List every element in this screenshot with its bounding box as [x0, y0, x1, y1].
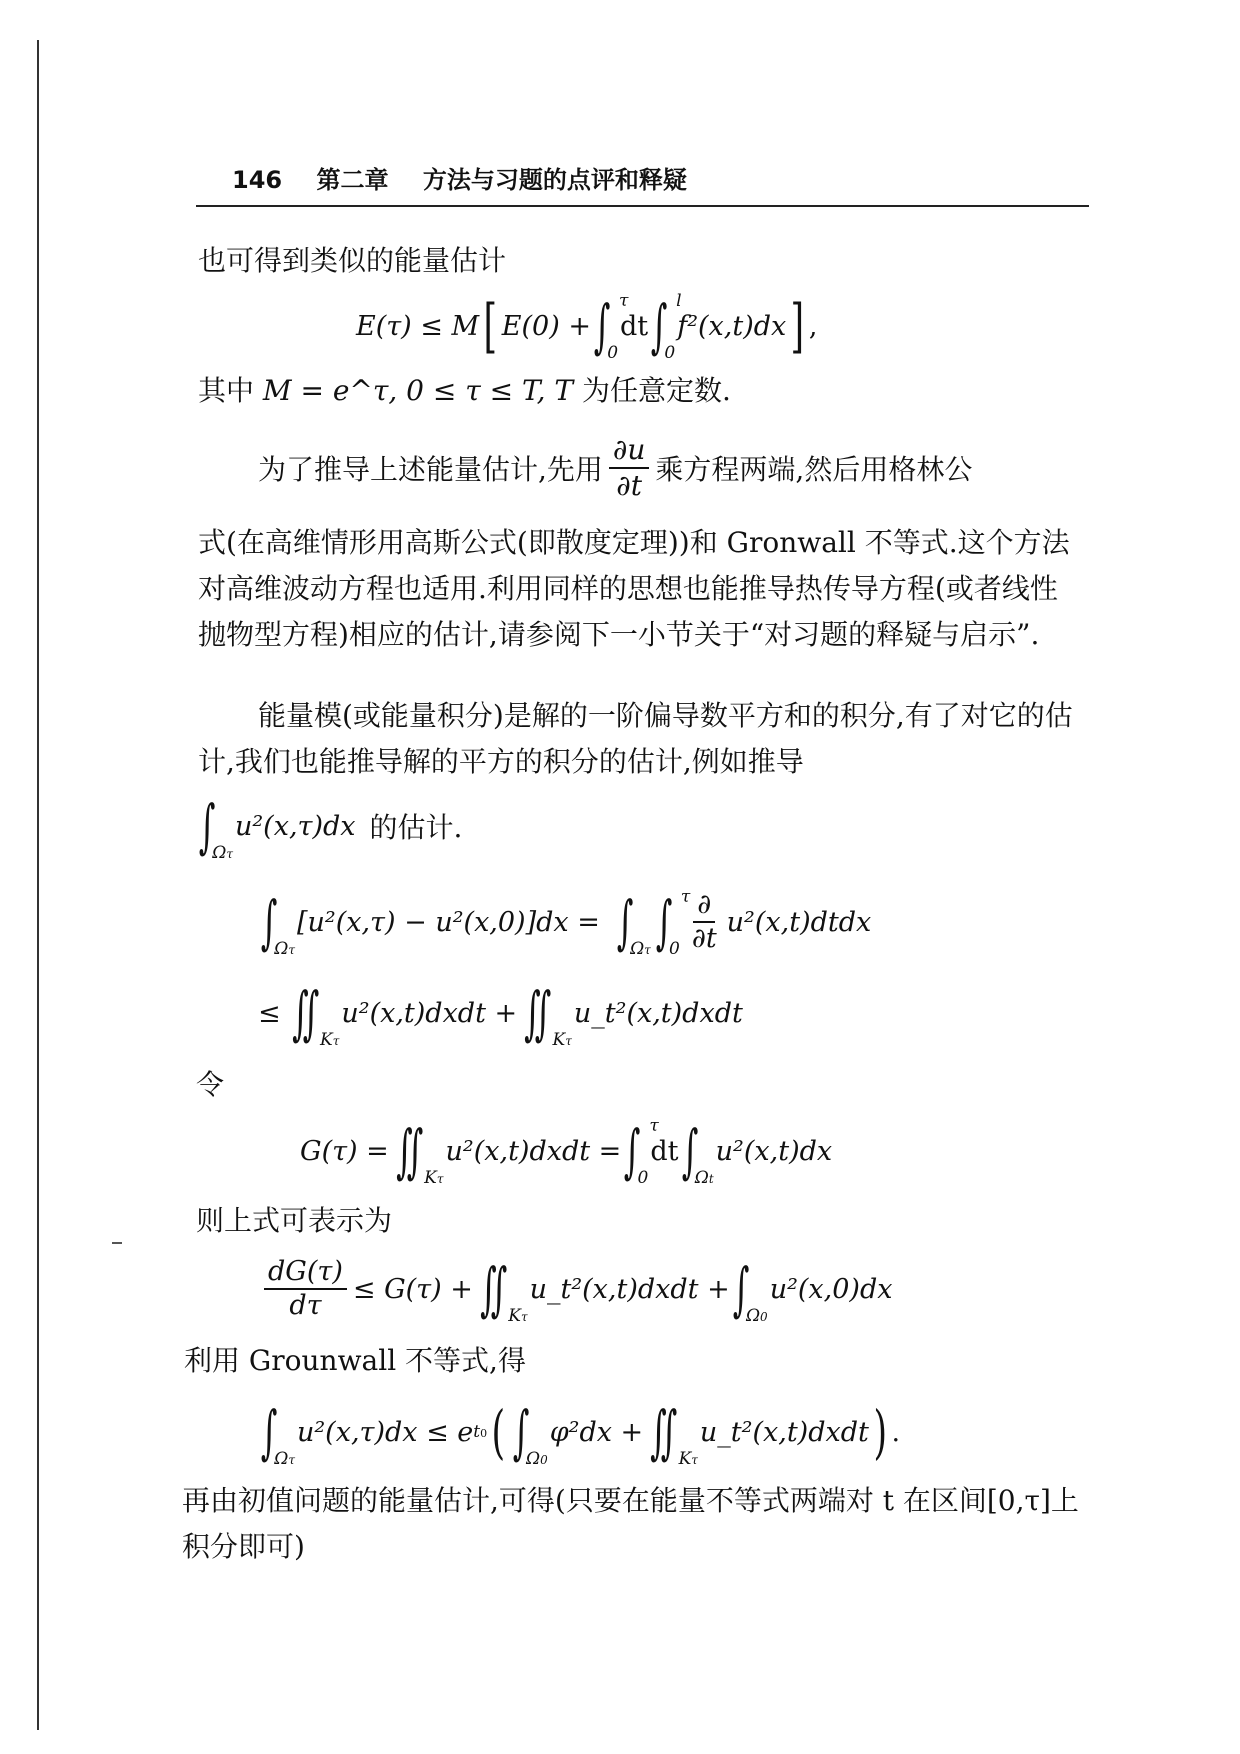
omega-tau-integral: ∫ Ωτ — [198, 792, 233, 863]
fin-open-paren: ( — [491, 1398, 506, 1466]
g-time-integral: ∫ τ 0 — [624, 1116, 659, 1188]
partial-t-fraction — [688, 889, 721, 956]
page-number: 146 — [232, 166, 283, 194]
let-word: 令 — [196, 1068, 225, 1101]
fin-lhs-integral: ∫ Ωτ — [260, 1398, 295, 1469]
eq1-open-bracket: [ — [483, 292, 498, 360]
ineq2-double-integral-b: ∬ Kτ — [524, 979, 572, 1050]
p3-paragraph: 能量模(或能量积分)是解的一阶偏导数平方和的积分,有了对它的估计,我们也能推导解的平方的积分的估计,例如推导 — [198, 699, 1073, 778]
where-line — [198, 368, 731, 414]
m-definition: M = e^τ, 0 ≤ τ ≤ T, T — [262, 374, 574, 407]
p2-part1: 为了推导上述能量估计,先用 — [258, 453, 603, 486]
energy-estimate-equation: E(τ) ≤ M [ E(0) + ∫ τ 0 dt ∫ l 0 f²(x,t)dx ] , — [356, 291, 818, 363]
inequality-1 — [258, 880, 871, 964]
header-rule — [196, 205, 1089, 207]
p3-integrand: u²(x,τ)dx — [234, 810, 356, 842]
g-dt: dt — [650, 1135, 679, 1167]
dt-denominator: ∂t — [616, 469, 643, 502]
du-numerator: ∂u — [609, 433, 650, 469]
du-dt-fraction — [609, 433, 650, 502]
where-prefix: 其中 — [198, 374, 255, 407]
eq1-dt: dt — [620, 310, 649, 342]
final-paragraph: 再由初值问题的能量估计,可得(只要在能量不等式两端对 t 在区间[0,τ]上积分即可) — [182, 1484, 1079, 1563]
ineq1-rhs-integral-space: ∫ Ωτ — [616, 888, 651, 959]
p3-tail: 的估计. — [369, 811, 463, 844]
chapter-label: 第二章 — [316, 166, 389, 194]
fin-term-b: u_t²(x,t)dxdt — [699, 1416, 869, 1448]
ineq1-rhs: u²(x,t)dtdx — [726, 906, 872, 938]
partial-numerator: ∂ — [693, 889, 715, 923]
eq1-integral-space: ∫ l 0 — [650, 291, 682, 363]
eq1-lhs: E(τ) ≤ M — [356, 310, 480, 342]
eq1-integrand: f²(x,t)dx — [677, 310, 787, 342]
ineq1-lhs-integral: ∫ Ωτ — [260, 888, 295, 959]
ineq3-double-integral: ∬ Kτ — [479, 1255, 528, 1326]
g-lhs: G(τ) = — [300, 1135, 389, 1167]
fin-double-integral: ∬ Kτ — [650, 1398, 698, 1469]
ineq2-double-integral-a: ∬ Kτ — [291, 979, 340, 1050]
fin-lhs: u²(x,τ)dx ≤ e — [296, 1416, 474, 1448]
partial-denominator: ∂t — [691, 923, 717, 954]
fin-term-a: φ²dx + — [549, 1416, 644, 1448]
ineq1-lhs: [u²(x,τ) − u²(x,0)]dx = — [296, 906, 600, 938]
dg-numerator: dG(τ) — [264, 1256, 347, 1290]
g-mid: u²(x,t)dxdt = — [445, 1135, 622, 1167]
intro-line: 也可得到类似的能量估计 — [198, 244, 507, 277]
chapter-title: 方法与习题的点评和释疑 — [422, 166, 687, 194]
then-line: 则上式可表示为 — [196, 1204, 393, 1237]
ineq2-term-b: u_t²(x,t)dxdt — [573, 997, 743, 1029]
g-space-integral: ∫ Ωt — [681, 1117, 714, 1188]
ineq3-term-b: u_t²(x,t)dxdt + — [529, 1273, 730, 1305]
ineq3-term-a: ≤ G(τ) + — [352, 1273, 473, 1305]
p3-integral-line — [196, 790, 462, 862]
fin-omega0-integral: ∫ Ω0 — [512, 1398, 548, 1469]
running-header — [232, 160, 687, 195]
g-double-integral: ∬ Kτ — [395, 1117, 444, 1188]
scan-mark — [112, 1242, 122, 1244]
eq1-close-bracket: ] — [790, 292, 805, 360]
g-rhs: u²(x,t)dx — [715, 1135, 833, 1167]
p2-first-line — [258, 428, 972, 508]
ineq3-space-integral: ∫ Ω0 — [732, 1255, 768, 1326]
dtau-denominator: dτ — [289, 1290, 322, 1321]
eq1-integral-time: ∫ τ 0 — [593, 291, 629, 363]
g-definition — [300, 1112, 832, 1190]
final-inequality: ∫ Ωτ u²(x,τ)dx ≤ e t0 ( ∫ Ω0 φ²dx + ∬ Kτ u_t²(x,t)dxdt ) . — [260, 1398, 901, 1469]
ineq1-rhs-integral-time: ∫ τ 0 — [655, 887, 691, 959]
ineq3-term-c: u²(x,0)dx — [769, 1273, 893, 1305]
ineq2-term-a: u²(x,t)dxdt + — [341, 997, 518, 1029]
gronwall-line: 利用 Grounwall 不等式,得 — [184, 1344, 526, 1377]
binding-edge — [37, 40, 39, 1730]
where-suffix: 为任意定数. — [581, 374, 731, 407]
inequality-3 — [258, 1246, 892, 1332]
inequality-2: ≤ ∬ Kτ u²(x,t)dxdt + ∬ Kτ u_t²(x,t)dxdt — [258, 979, 743, 1050]
p2-part2: 乘方程两端,然后用格林公 — [655, 453, 973, 486]
p2-body: 式(在高维情形用高斯公式(即散度定理))和 Gronwall 不等式.这个方法对高维波动方程也适用.利用同样的思想也能推导热传导方程(或者线性抛物型方程)相应的估计,请参阅下一小节关于“对习题的释疑与启示”. — [198, 526, 1070, 651]
eq1-e0: E(0) + — [501, 310, 591, 342]
fin-close-paren: ) — [873, 1398, 887, 1466]
dg-dtau-fraction — [264, 1256, 347, 1323]
